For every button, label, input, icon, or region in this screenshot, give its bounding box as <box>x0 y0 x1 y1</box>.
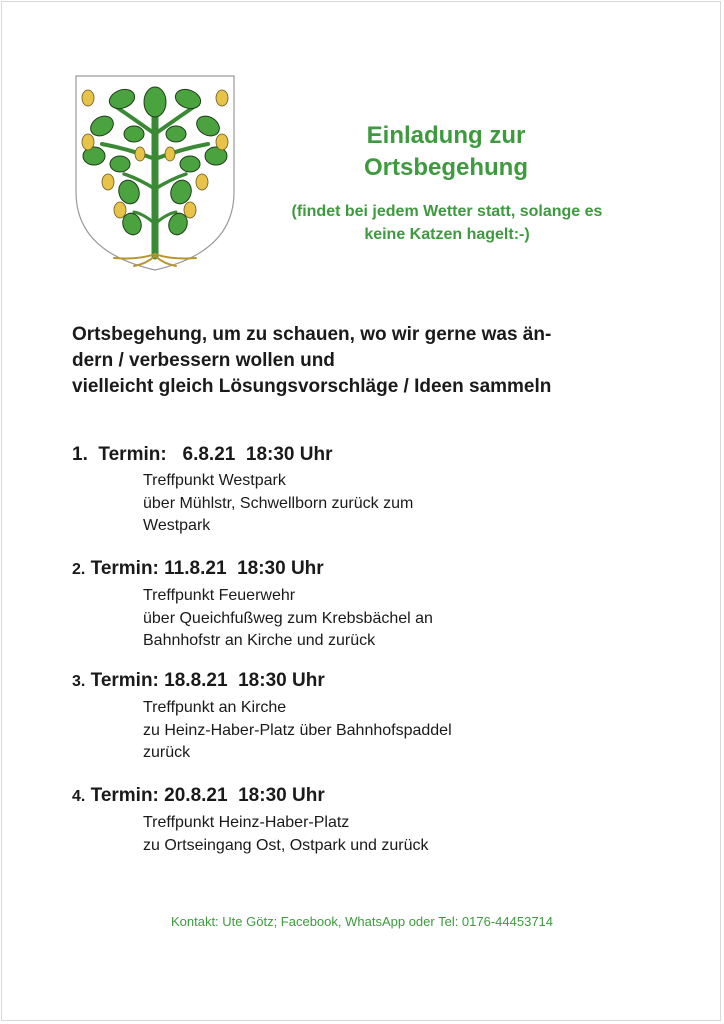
termin-1 <box>72 443 632 538</box>
page-title <box>300 120 592 184</box>
termin-date: Termin: 18.8.21 18:30 Uhr <box>85 670 325 691</box>
termin-4 <box>72 784 632 857</box>
termin-heading <box>72 443 632 467</box>
termin-number: 1. <box>72 444 88 465</box>
termin-detail-line: zurück <box>143 744 191 761</box>
termin-detail-line: über Queichfußweg zum Krebsbächel an <box>143 609 433 627</box>
termin-details <box>143 585 632 653</box>
termin-detail-line: Treffpunkt an Kirche <box>143 699 287 716</box>
termin-detail-line: zu Ortseingang Ost, Ostpark und zurück <box>143 836 429 854</box>
termin-detail-line: über Mühlstr, Schwellborn zurück zum <box>143 494 414 512</box>
termin-detail-line: Westpark <box>143 517 211 534</box>
termin-number: 3. <box>72 673 86 690</box>
subtitle-line-2: keine Katzen hagelt:-) <box>364 226 530 243</box>
termin-date: Termin: 6.8.21 18:30 Uhr <box>87 444 333 465</box>
subtitle-line-1: (findet bei jedem Wetter statt, solange es <box>291 203 603 220</box>
intro-text <box>72 322 652 400</box>
termin-detail-line: zu Heinz-Haber-Platz über Bahnhofspaddel <box>143 721 452 739</box>
termin-2 <box>72 557 632 653</box>
termin-detail-line: Treffpunkt Heinz-Haber-Platz <box>143 814 350 831</box>
contact-info: Kontakt: Ute Götz; Facebook, WhatsApp oder Tel: 0176-44453714 <box>170 914 554 929</box>
termin-number: 2. <box>72 561 86 578</box>
termin-heading <box>72 557 632 582</box>
termin-number: 4. <box>72 788 86 805</box>
termin-date: Termin: 20.8.21 18:30 Uhr <box>85 785 325 806</box>
termin-details <box>143 812 632 857</box>
termin-heading <box>72 669 632 694</box>
termin-details <box>143 697 632 765</box>
oak-tree-crest-icon <box>74 74 236 272</box>
termin-detail-line: Treffpunkt Feuerwehr <box>143 587 296 604</box>
intro-line: dern / verbessern wollen und <box>72 350 335 371</box>
termin-detail-line: Treffpunkt Westpark <box>143 472 286 489</box>
termin-date: Termin: 11.8.21 18:30 Uhr <box>85 558 324 579</box>
subtitle <box>250 200 644 246</box>
title-line-2: Ortsbegehung <box>363 154 528 181</box>
intro-line: Ortsbegehung, um zu schauen, wo wir gerne was än- <box>72 324 552 345</box>
termin-detail-line: Bahnhofstr an Kirche und zurück <box>143 632 376 649</box>
termin-3 <box>72 669 632 765</box>
intro-line: vielleicht gleich Lösungsvorschläge / Ideen sammeln <box>72 376 552 397</box>
title-line-1: Einladung zur <box>366 122 526 149</box>
termin-details <box>143 470 632 538</box>
termin-heading <box>72 784 632 809</box>
